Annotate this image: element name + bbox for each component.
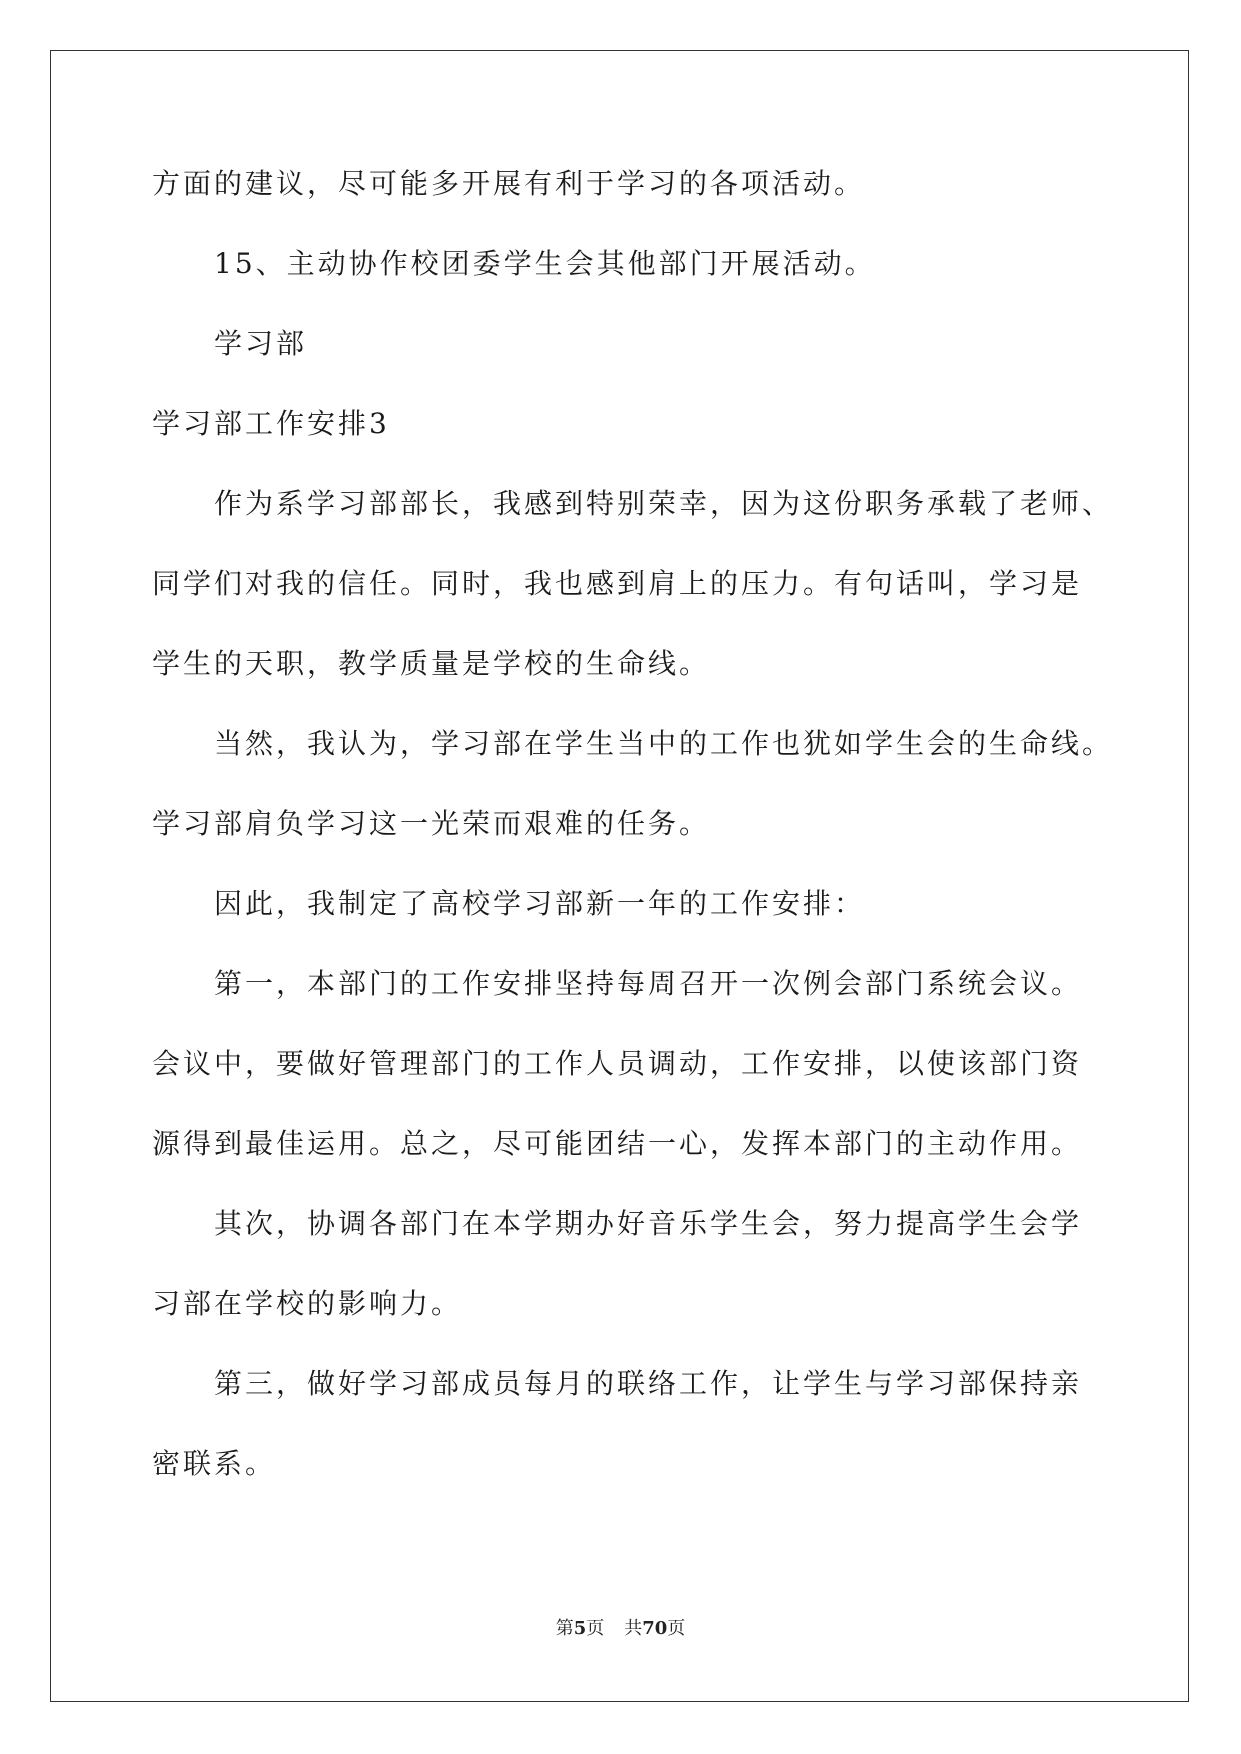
text-line: 会议中，要做好管理部门的工作人员调动，工作安排，以使该部门资 [152, 1047, 1083, 1080]
footer-total-prefix: 共 [624, 1618, 643, 1639]
text-line: 源得到最佳运用。总之，尽可能团结一心，发挥本部门的主动作用。 [152, 1127, 1083, 1160]
text-line: 因此，我制定了高校学习部新一年的工作安排： [214, 887, 866, 920]
text-line: 15、主动协作校团委学生会其他部门开展活动。 [214, 247, 876, 280]
footer-page-prefix: 第 [555, 1618, 574, 1639]
text-line: 学习部 [214, 327, 308, 360]
text-line: 其次，协调各部门在本学期办好音乐学生会，努力提高学生会学 [214, 1207, 1083, 1240]
text-line: 学生的天职，教学质量是学校的生命线。 [152, 647, 711, 680]
page-footer [0, 1618, 1241, 1640]
section-heading: 学习部工作安排3 [152, 407, 390, 440]
footer-page-number: 5 [573, 1618, 587, 1639]
text-line: 作为系学习部部长，我感到特别荣幸，因为这份职务承载了老师、 [214, 487, 1114, 520]
text-line: 当然，我认为，学习部在学生当中的工作也犹如学生会的生命线。 [214, 727, 1114, 760]
text-line: 习部在学校的影响力。 [152, 1287, 463, 1320]
footer-page-suffix: 页 [586, 1618, 605, 1639]
text-line: 方面的建议，尽可能多开展有利于学习的各项活动。 [152, 167, 866, 200]
text-line: 学习部肩负学习这一光荣而艰难的任务。 [152, 807, 711, 840]
text-line: 第一，本部门的工作安排坚持每周召开一次例会部门系统会议。 [214, 967, 1083, 1000]
text-line: 密联系。 [152, 1447, 277, 1480]
text-line: 同学们对我的信任。同时，我也感到肩上的压力。有句话叫，学习是 [152, 567, 1083, 600]
text-line: 第三，做好学习部成员每月的联络工作，让学生与学习部保持亲 [214, 1367, 1083, 1400]
footer-total-pages: 70 [642, 1618, 668, 1639]
document-body [152, 167, 1114, 1528]
footer-total-suffix: 页 [667, 1618, 686, 1639]
